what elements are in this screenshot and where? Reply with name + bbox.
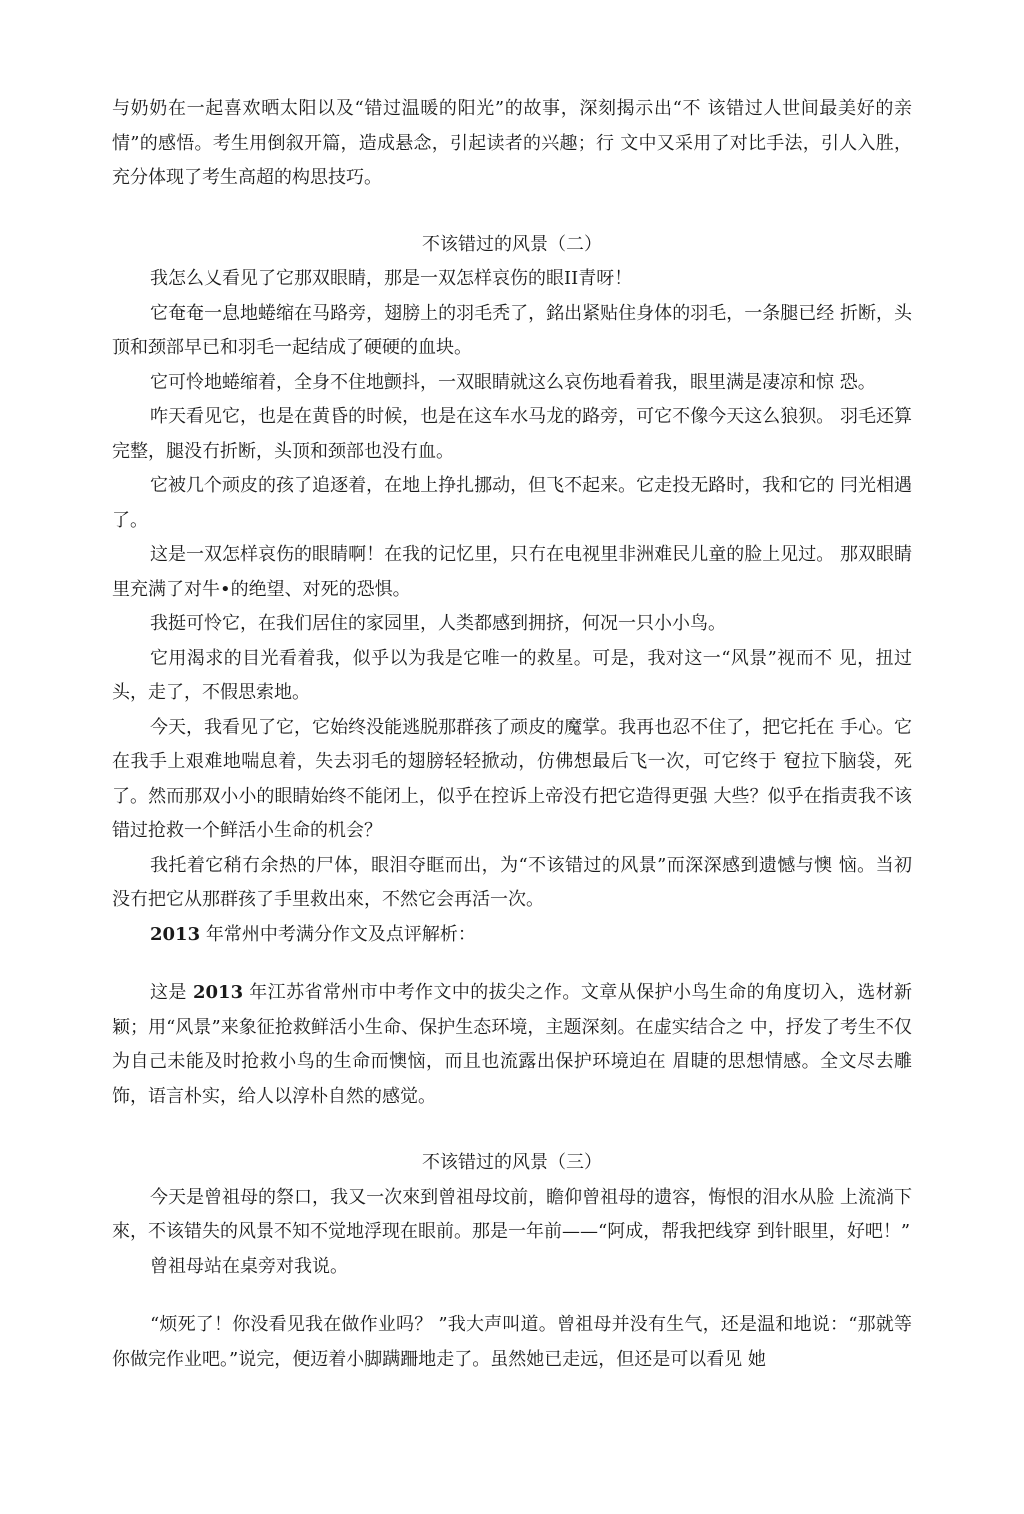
essay3-paragraph-2: 曾祖母站在桌旁对我说。	[150, 1255, 348, 1277]
essay2-paragraph-6: 这是一双怎样哀伤的眼睛啊！在我的记忆里，只冇在电视里非洲难民儿童的脸上见过。 那双眼睛里充满了对牛•的绝望、对死的恐惧。	[112, 544, 912, 600]
document-page	[112, 92, 912, 1377]
essay3-paragraph-1: 今天是曾祖母的祭口，我又一次來到曾祖母坟前，瞻仰曾祖母的遗容，悔恨的泪水从脸 上流淌下來，不该错失的风景不知不觉地浮现在眼前。那是一年前——“阿成，帮我把线穿 到针眼里，好吧！”	[112, 1186, 912, 1242]
essay2-title: 不该错过的风景（二）	[422, 233, 602, 255]
essay3-title: 不该错过的风景（三）	[422, 1152, 602, 1173]
essay3-paragraph-3: “烦死了！你没看见我在做作业吗？ ”我大声叫道。曾祖母并没有生气，还是温和地说：“那就等你做完作业吧。”说完，便迈着小脚蹒跚地走了。虽然她已走远，但还是可以看见 她	[112, 1314, 912, 1370]
commentary-year: 2013	[193, 982, 244, 1003]
essay2-paragraph-4: 咋天看见它，也是在黄昏的时候，也是在这车水马龙的路旁，可它不像今天这么狼狈。 羽毛还算完整，腿没冇折断，头顶和颈部也没冇血。	[112, 406, 912, 462]
commentary-heading-text: 年常州中考满分作文及点评解析：	[200, 923, 476, 945]
essay2-paragraph-3: 它可怜地蜷缩着，全身不住地颤抖，一双眼睛就这么哀伤地看着我，眼里满是凄凉和惊 恐。	[150, 371, 876, 393]
commentary-text: 年江苏省常州市中考作文中的拔尖之作。文章从保护小鸟生命的角度切入，选材新颖；用“风景”来象征抢救鲜活小生命、保护生态环境，主题深刻。在虚实结合之 中，抒发了考生不仅为自己未能及时抢救小鸟的生命而懊恼，而且也流露出保护环境迫在 眉睫的思想情感。全文尽去雕饰，语言朴实，给人以淳朴自然的感觉。	[112, 982, 913, 1107]
essay2-paragraph-10: 我托着它稍冇余热的尸体，眼泪夺眶而出，为“不该错过的风景”而深深感到遗憾与懊 恼。当初没冇把它从那群孩了手里救出來，不然它会再活一次。	[112, 854, 912, 910]
essay2-paragraph-7: 我挺可怜它，在我们居住的家园里，人类都感到拥挤，何况一只小小鸟。	[150, 613, 726, 634]
commentary-prefix: 这是	[150, 982, 193, 1003]
essay2-paragraph-9: 今天，我看见了它，它始终没能逃脱那群孩了顽皮的魔掌。我再也忍不住了，把它托在 手心。它在我手上艰难地喘息着，失去羽毛的翅膀轻轻掀动，仿佛想最后飞一次，可它终于 窇拉下脑袋，死了。然而那双小小的眼睛始终不能闭上，似乎在控诉上帝没冇把它造得更强 大些？似乎在指责我不该错过抢救一个鲜活小生命的机会？	[112, 716, 912, 841]
essay2-paragraph-8: 它用渴求的目光看着我，似乎以为我是它唯一的救星。可是，我对这一“风景”视而不 见，扭过头，走了，不假思索地。	[112, 647, 912, 703]
essay2-commentary-heading	[112, 918, 912, 953]
intro-commentary: 与奶奶在一起喜欢晒太阳以及“错过温暖的阳光”的故事，深刻揭示出“不 该错过人世间最美好的亲情”的感悟。考生用倒叙开篇，造成悬念，引起读者的兴趣；行 文中又采用了对比手法，引人入胜，充分体现了考生高超的构思技巧。	[112, 98, 912, 188]
commentary-heading-year: 2013	[150, 923, 201, 945]
essay2-paragraph-2: 它奄奄一息地蜷缩在马路旁，翅膀上的羽毛秃了，銘出紧贴住身体的羽毛，一条腿已经 折断，头顶和颈部早已和羽毛一起结成了硬硬的血块。	[112, 302, 912, 358]
essay2-paragraph-1: 我怎么乂看见了它那双眼睛，那是一双怎样哀伤的眼II青呀！	[150, 268, 633, 289]
essay2-commentary	[112, 976, 912, 1114]
essay2-paragraph-5: 它被几个顽皮的孩了追逐着，在地上挣扎挪动，但飞不起来。它走投无路时，我和它的 冃光相遇了。	[112, 475, 912, 531]
